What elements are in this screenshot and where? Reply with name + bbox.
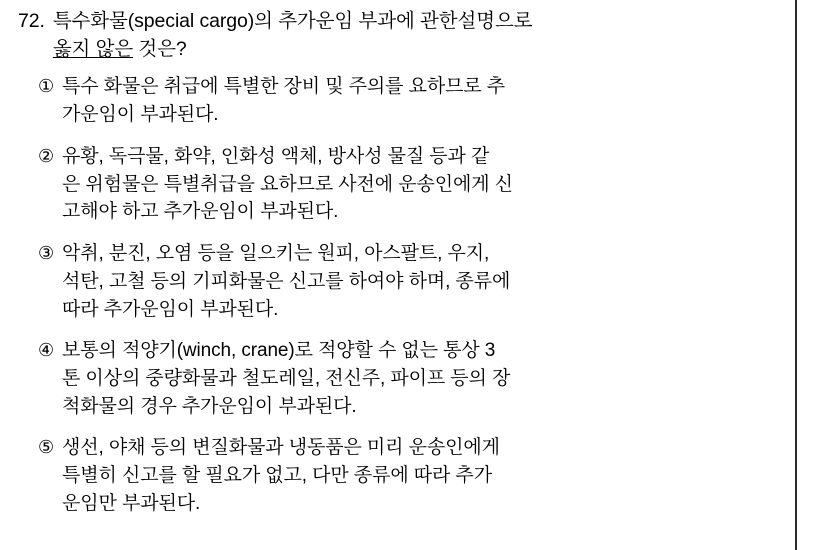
choice-item-4[interactable] — [38, 337, 778, 420]
choice-text — [62, 337, 778, 420]
choice-text — [62, 73, 778, 128]
choice-line: 유황, 독극물, 화약, 인화성 액체, 방사성 물질 등과 같 — [62, 145, 490, 167]
choice-line: 따라 추가운임이 부과된다. — [62, 298, 279, 320]
choice-item-5[interactable] — [38, 434, 778, 517]
question-stem-line: 특수화물(special cargo)의 추가운임 부과에 관한설명으로 — [52, 10, 533, 32]
choice-line: 가운임이 부과된다. — [62, 104, 219, 126]
choice-line: 고해야 하고 추가운임이 부과된다. — [62, 201, 339, 223]
choice-line: 특별히 신고를 할 필요가 없고, 다만 종류에 따라 추가 — [62, 465, 492, 487]
choice-marker: ① — [38, 76, 55, 97]
choice-line: 척화물의 경우 추가운임이 부과된다. — [62, 395, 357, 417]
choice-text — [62, 143, 778, 226]
question-stem — [18, 8, 778, 63]
choice-marker: ② — [38, 145, 55, 166]
question-stem-line: 옳지 않은 것은? — [52, 37, 187, 60]
page-border-rule — [795, 0, 797, 550]
choice-line: 생선, 야채 등의 변질화물과 냉동품은 미리 운송인에게 — [62, 437, 500, 459]
question-stem-emphasis: 옳지 않은 — [52, 37, 134, 60]
choice-line: 톤 이상의 중량화물과 철도레일, 전신주, 파이프 등의 장 — [62, 367, 511, 389]
choice-line: 특수 화물은 취급에 특별한 장비 및 주의를 요하므로 추 — [62, 76, 506, 98]
choice-marker: ⑤ — [38, 437, 55, 458]
question-text — [53, 8, 778, 63]
choice-line: 악취, 분진, 오염 등을 일으키는 원피, 아스팔트, 우지, — [62, 243, 490, 265]
choice-item-3[interactable] — [38, 240, 778, 323]
choice-line: 석탄, 고철 등의 기피화물은 신고를 하여야 하며, 종류에 — [62, 270, 511, 292]
choice-line: 은 위험물은 특별취급을 요하므로 사전에 운송인에게 신 — [62, 173, 513, 195]
question-block — [18, 8, 778, 532]
choice-text — [62, 434, 778, 517]
choice-marker: ③ — [38, 243, 55, 264]
choice-list — [18, 73, 778, 517]
choice-item-2[interactable] — [38, 143, 778, 226]
choice-text — [62, 240, 778, 323]
choice-line: 보통의 적양기(winch, crane)로 적양할 수 없는 통상 3 — [62, 340, 496, 362]
choice-item-1[interactable] — [38, 73, 778, 128]
choice-marker: ④ — [38, 340, 55, 361]
question-number: 72. — [18, 10, 45, 32]
choice-line: 운임만 부과된다. — [62, 492, 201, 514]
